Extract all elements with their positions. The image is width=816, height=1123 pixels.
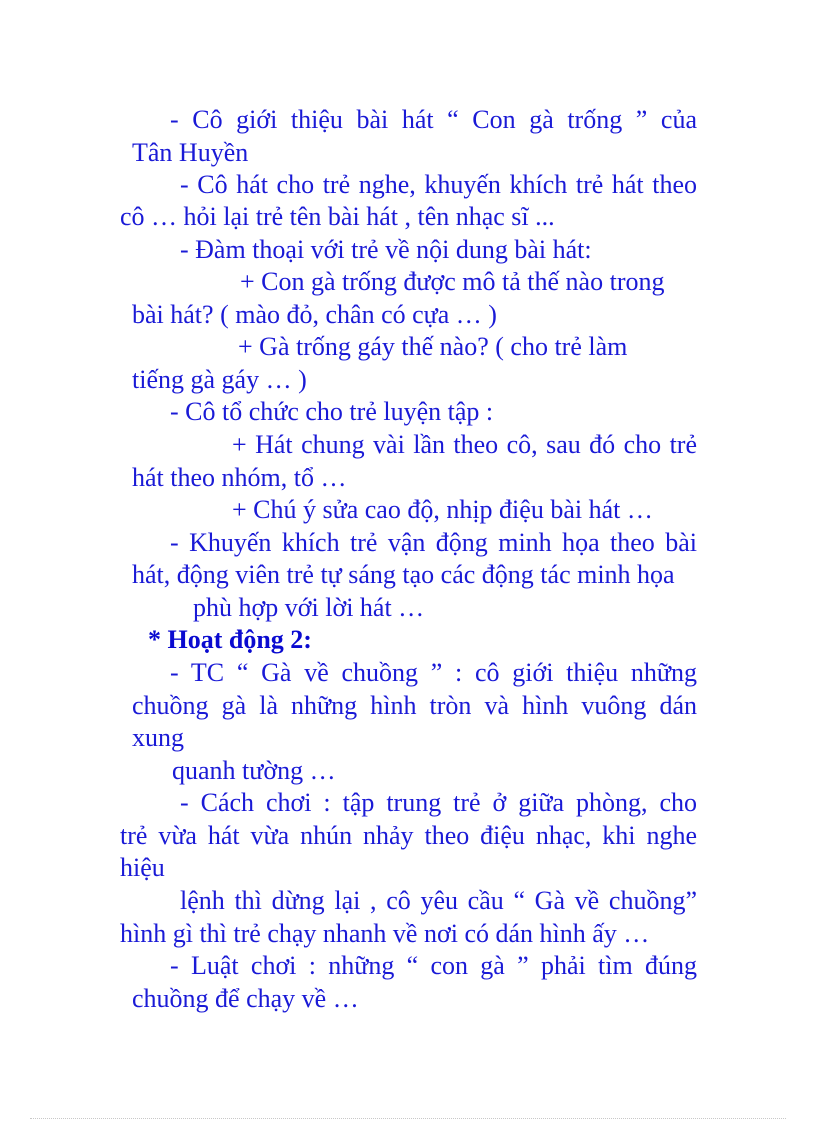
text-line: - Luật chơi : những “ con gà ” phải tìm đúng xyxy=(170,951,697,980)
text-line: hiệu xyxy=(120,853,165,882)
text-line: hát, động viên trẻ tự sáng tạo các động tác minh họa xyxy=(132,560,675,589)
text-line: - Khuyến khích trẻ vận động minh họa theo bài xyxy=(170,528,697,557)
text-line: - Cô giới thiệu bài hát “ Con gà trống ” của xyxy=(170,105,697,134)
section-heading: * Hoạt động 2: xyxy=(148,625,312,654)
text-line: chuồng để chạy về … xyxy=(132,984,359,1013)
text-line: - Cô hát cho trẻ nghe, khuyến khích trẻ hát theo xyxy=(180,170,697,199)
text-line: trẻ vừa hát vừa nhún nhảy theo điệu nhạc, khi nghe xyxy=(120,821,697,850)
text-line: hát theo nhóm, tổ … xyxy=(132,463,347,492)
text-line: xung xyxy=(132,723,184,752)
text-line: hình gì thì trẻ chạy nhanh về nơi có dán hình ấy … xyxy=(120,919,650,948)
text-line: lệnh thì dừng lại , cô yêu cầu “ Gà về chuồng” xyxy=(180,886,697,915)
text-line: + Gà trống gáy thế nào? ( cho trẻ làm xyxy=(238,332,628,361)
text-line: + Con gà trống được mô tả thế nào trong xyxy=(240,267,665,296)
text-line: - Cô tổ chức cho trẻ luyện tập : xyxy=(170,397,494,426)
page-bottom-divider xyxy=(30,1118,786,1119)
text-line: + Hát chung vài lần theo cô, sau đó cho trẻ xyxy=(232,430,697,459)
text-line: phù hợp với lời hát … xyxy=(193,593,425,622)
text-line: - Đàm thoại với trẻ về nội dung bài hát: xyxy=(180,235,592,264)
text-line: chuồng gà là những hình tròn và hình vuông dán xyxy=(132,691,697,720)
text-line: + Chú ý sửa cao độ, nhịp điệu bài hát … xyxy=(232,495,653,524)
text-line: tiếng gà gáy … ) xyxy=(132,365,307,394)
text-line: Tân Huyền xyxy=(132,138,249,167)
text-line: - TC “ Gà về chuồng ” : cô giới thiệu những xyxy=(170,658,697,687)
text-line: bài hát? ( mào đỏ, chân có cựa … ) xyxy=(132,300,497,329)
text-line: quanh tường … xyxy=(172,756,336,785)
text-line: - Cách chơi : tập trung trẻ ở giữa phòng, cho xyxy=(180,788,697,817)
text-line: cô … hỏi lại trẻ tên bài hát , tên nhạc sĩ ... xyxy=(120,202,555,231)
